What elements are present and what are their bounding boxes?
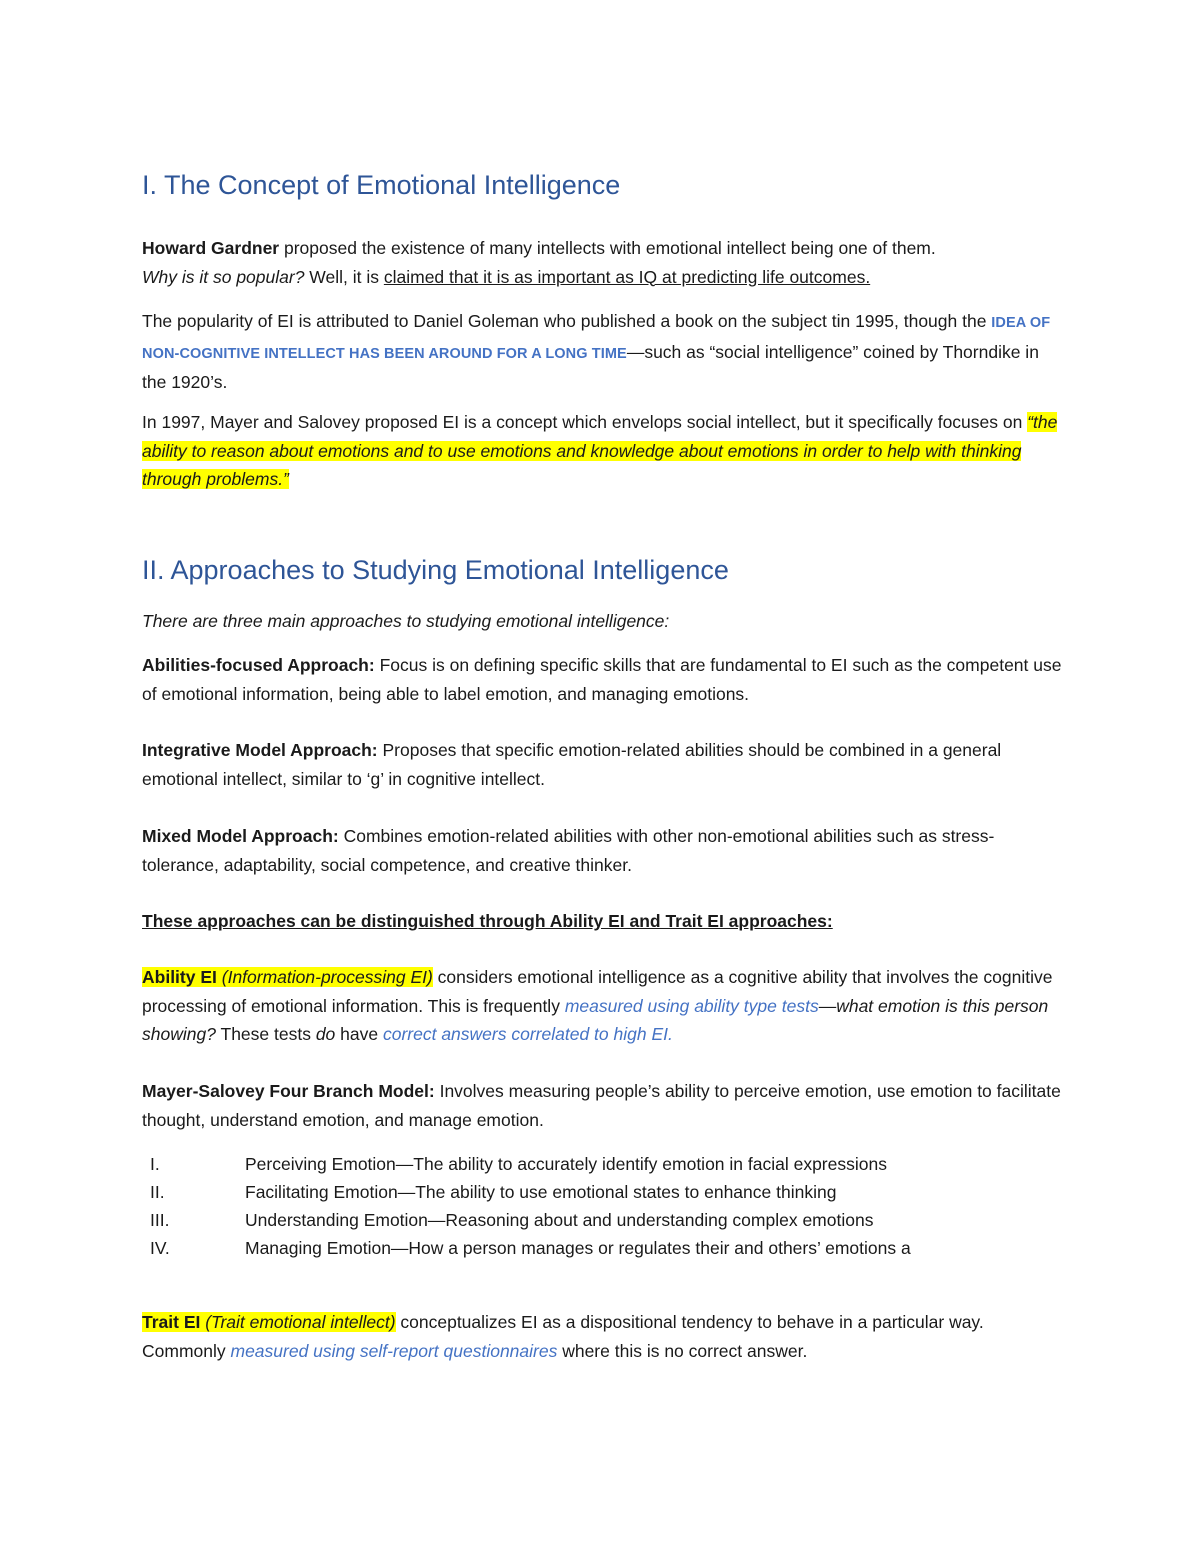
gardner-name: Howard Gardner bbox=[142, 238, 280, 258]
abilities-approach: Abilities-focused Approach: Focus is on defining specific skills that are fundamental to EI such as the competent use of emotional information, being able to label emotion, and managing emotions. bbox=[142, 655, 1062, 704]
integrative-approach: Integrative Model Approach: Proposes that specific emotion-related abilities should be combined in a general emotional intellect, similar to ‘g’ in cognitive intellect. bbox=[142, 740, 1002, 789]
trait-ei-paragraph: Trait EI (Trait emotional intellect) conceptualizes EI as a dispositional tendency to behave in a particular way. Commonly measured using self-report questionnaires where this is no correct answer. bbox=[142, 1312, 984, 1361]
ability-ei-label: Ability EI bbox=[142, 967, 217, 987]
ei-definition-quote: “the ability to reason about emotions and to use emotions and knowledge about emotions in order to help with thinking through problems.” bbox=[142, 412, 1058, 489]
section2-heading: II. Approaches to Studying Emotional Intelligence bbox=[142, 555, 729, 585]
noncognitive-emphasis: IDEA OF NON-COGNITIVE INTELLECT HAS BEEN AROUND FOR A LONG TIME bbox=[142, 315, 1051, 362]
correct-answers-phrase: correct answers correlated to high EI. bbox=[382, 1024, 673, 1044]
abilities-label: Abilities-focused Approach: bbox=[142, 655, 375, 675]
mixed-approach: Mixed Model Approach: Combines emotion-related abilities with other non-emotional abilities such as stress-tolerance, adaptability, social competence, and creative thinker. bbox=[142, 826, 995, 875]
mixed-label: Mixed Model Approach: bbox=[142, 826, 339, 846]
self-report-phrase: measured using self-report questionnaires bbox=[230, 1340, 558, 1361]
distinguish-heading: These approaches can be distinguished through Ability EI and Trait EI approaches: bbox=[142, 911, 833, 931]
gardner-paragraph: Howard Gardner proposed the existence of many intellects with emotional intellect being one of them. Why is it so popular? Well, it is claimed that it is as important as IQ at predicting life outcomes. bbox=[142, 238, 936, 287]
emotion-question: what emotion is this person showing? bbox=[142, 995, 1049, 1044]
trait-ei-paren: (Trait emotional intellect) bbox=[205, 1312, 396, 1332]
four-branch-paragraph: Mayer-Salovey Four Branch Model: Involves measuring people’s ability to perceive emotion, use emotion to facilitate thought, understand emotion, and manage emotion. bbox=[142, 1081, 1061, 1130]
ability-tests-phrase: measured using ability type tests bbox=[564, 995, 819, 1016]
goleman-paragraph: The popularity of EI is attributed to Daniel Goleman who published a book on the subject tin 1995, though the IDEA OF NON-COGNITIVE INTELLECT HAS BEEN AROUND FOR A LONG TIME—such as “social intelligence” coined by Thorndike in the 1920’s. bbox=[142, 311, 1051, 392]
mayer-salovey-paragraph: In 1997, Mayer and Salovey proposed EI is a concept which envelops social intellect, but it specifically focuses on “the ability to reason about emotions and to use emotions and knowledge about emotions in order to help with thinking through problems.” bbox=[142, 412, 1058, 489]
trait-ei-label: Trait EI bbox=[142, 1312, 201, 1332]
approaches-intro: There are three main approaches to studying emotional intelligence: bbox=[142, 611, 670, 631]
ability-ei-paragraph: Ability EI (Information-processing EI) considers emotional intelligence as a cognitive ability that involves the cognitive processing of emotional information. This is frequently measured using ability type tests—what emotion is this person showing? These tests do have correct answers correlated to high EI. bbox=[142, 967, 1053, 1044]
section1-heading: I. The Concept of Emotional Intelligence bbox=[142, 170, 621, 200]
ability-ei-paren: (Information-processing EI) bbox=[221, 967, 433, 987]
iq-claim: claimed that it is as important as IQ at predicting life outcomes. bbox=[383, 266, 871, 287]
popular-question: Why is it so popular? bbox=[142, 266, 305, 287]
four-branch-label: Mayer-Salovey Four Branch Model: bbox=[142, 1081, 435, 1101]
integrative-label: Integrative Model Approach: bbox=[142, 740, 378, 760]
